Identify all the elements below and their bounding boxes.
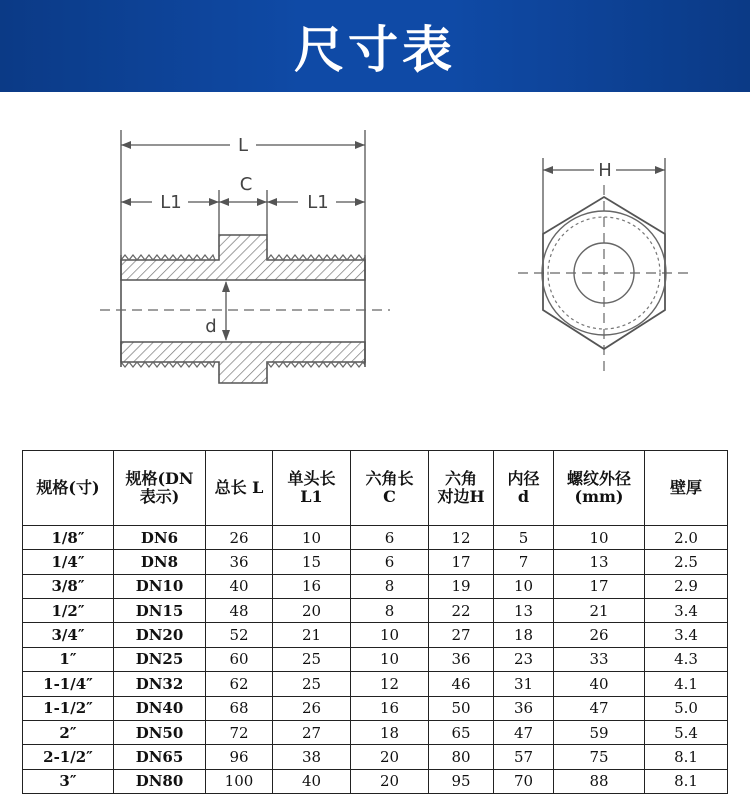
table-cell: 22	[429, 599, 494, 623]
table-cell: 26	[206, 526, 273, 550]
table-cell: 2.9	[645, 574, 728, 598]
label-C: C	[239, 174, 253, 195]
size-table	[22, 450, 728, 794]
table-cell: 10	[494, 574, 554, 598]
table-cell: 6	[351, 526, 429, 550]
table-cell: 25	[273, 672, 351, 696]
label-L1-left: L1	[160, 192, 182, 213]
table-cell: 3.4	[645, 623, 728, 647]
table-cell: 57	[494, 745, 554, 769]
table-cell: 36	[206, 550, 273, 574]
table-cell: DN8	[114, 550, 206, 574]
table-cell: 16	[351, 696, 429, 720]
column-header-text: 表示)	[139, 487, 180, 507]
table-cell: 8.1	[645, 745, 728, 769]
table-cell: 100	[206, 769, 273, 793]
table-cell: 72	[206, 720, 273, 744]
column-header	[494, 451, 554, 526]
column-header	[206, 451, 273, 526]
table-cell: 1″	[23, 647, 114, 671]
table-cell: 20	[351, 745, 429, 769]
table-cell: 50	[429, 696, 494, 720]
table-cell: 20	[273, 599, 351, 623]
table-cell: 60	[206, 647, 273, 671]
column-header-text: C	[383, 487, 396, 507]
table-cell: 21	[554, 599, 645, 623]
table-cell: 62	[206, 672, 273, 696]
hex-end-view	[518, 185, 690, 372]
column-header-text: 规格(DN	[125, 469, 194, 489]
table-cell: 2″	[23, 720, 114, 744]
column-header	[645, 451, 728, 526]
nipple-section-view	[121, 235, 365, 383]
table-row	[23, 526, 728, 550]
table-cell: 3.4	[645, 599, 728, 623]
table-cell: 7	[494, 550, 554, 574]
column-header-text: 螺纹外径	[566, 469, 631, 489]
lower-wall-section	[121, 342, 365, 383]
table-cell: 10	[554, 526, 645, 550]
table-cell: 10	[273, 526, 351, 550]
table-cell: 68	[206, 696, 273, 720]
table-cell: 3/8″	[23, 574, 114, 598]
table-cell: 3/4″	[23, 623, 114, 647]
column-header-text: 对边H	[437, 487, 485, 507]
column-header	[114, 451, 206, 526]
table-cell: DN10	[114, 574, 206, 598]
table-cell: DN65	[114, 745, 206, 769]
label-L1-right: L1	[307, 192, 329, 213]
column-header-text: d	[517, 487, 530, 507]
column-header	[554, 451, 645, 526]
table-header-row	[23, 451, 728, 526]
table-cell: 27	[273, 720, 351, 744]
table-cell: 47	[494, 720, 554, 744]
table-cell: 33	[554, 647, 645, 671]
table-cell: 1-1/2″	[23, 696, 114, 720]
table-cell: 17	[429, 550, 494, 574]
table-cell: 2-1/2″	[23, 745, 114, 769]
table-cell: DN20	[114, 623, 206, 647]
table-cell: 40	[273, 769, 351, 793]
table-cell: 1/8″	[23, 526, 114, 550]
table-cell: 5	[494, 526, 554, 550]
table-row	[23, 720, 728, 744]
table-cell: 3″	[23, 769, 114, 793]
table-cell: 2.5	[645, 550, 728, 574]
table-cell: 15	[273, 550, 351, 574]
table-cell: 12	[351, 672, 429, 696]
table-cell: 40	[554, 672, 645, 696]
table-cell: 23	[494, 647, 554, 671]
label-H: H	[598, 160, 612, 181]
table-cell: 12	[429, 526, 494, 550]
column-header-text: 单头长	[287, 469, 336, 489]
table-cell: 95	[429, 769, 494, 793]
table-cell: 38	[273, 745, 351, 769]
dimension-drawing	[0, 92, 750, 442]
table-cell: 88	[554, 769, 645, 793]
table-cell: 80	[429, 745, 494, 769]
table-row	[23, 696, 728, 720]
table-cell: DN25	[114, 647, 206, 671]
table-cell: 1/2″	[23, 599, 114, 623]
table-cell: 13	[494, 599, 554, 623]
table-cell: 6	[351, 550, 429, 574]
table-row	[23, 623, 728, 647]
table-cell: DN50	[114, 720, 206, 744]
table-cell: DN80	[114, 769, 206, 793]
table-cell: 65	[429, 720, 494, 744]
table-cell: 75	[554, 745, 645, 769]
table-row	[23, 745, 728, 769]
table-cell: 21	[273, 623, 351, 647]
label-L: L	[237, 135, 249, 156]
table-cell: 25	[273, 647, 351, 671]
table-cell: 26	[554, 623, 645, 647]
table-cell: 36	[429, 647, 494, 671]
table-row	[23, 647, 728, 671]
table-cell: 59	[554, 720, 645, 744]
column-header-text: (mm)	[574, 487, 624, 507]
table-cell: 96	[206, 745, 273, 769]
title-banner	[0, 0, 750, 92]
table-cell: 70	[494, 769, 554, 793]
column-header	[351, 451, 429, 526]
column-header-text: 规格(寸)	[36, 478, 100, 498]
column-header-text: 六角长	[365, 469, 414, 489]
table-row	[23, 599, 728, 623]
table-cell: 27	[429, 623, 494, 647]
column-header-text: 壁厚	[669, 478, 702, 498]
table-cell: 20	[351, 769, 429, 793]
column-header	[273, 451, 351, 526]
table-cell: DN6	[114, 526, 206, 550]
table-row	[23, 550, 728, 574]
table-cell: 1/4″	[23, 550, 114, 574]
table-cell: 18	[494, 623, 554, 647]
table-cell: 8	[351, 574, 429, 598]
table-cell: 13	[554, 550, 645, 574]
table-cell: 4.3	[645, 647, 728, 671]
column-header-text: 总长 L	[214, 478, 264, 498]
table-cell: 5.4	[645, 720, 728, 744]
table-cell: 52	[206, 623, 273, 647]
table-row	[23, 769, 728, 793]
table-cell: 4.1	[645, 672, 728, 696]
table-cell: DN15	[114, 599, 206, 623]
table-row	[23, 574, 728, 598]
page-title: 尺寸表	[294, 21, 456, 79]
table-cell: 1-1/4″	[23, 672, 114, 696]
column-header	[429, 451, 494, 526]
table-cell: 36	[494, 696, 554, 720]
table-cell: 18	[351, 720, 429, 744]
table-cell: 46	[429, 672, 494, 696]
table-cell: 19	[429, 574, 494, 598]
column-header	[23, 451, 114, 526]
column-header-text: 内径	[507, 469, 540, 489]
table-cell: DN40	[114, 696, 206, 720]
table-cell: 16	[273, 574, 351, 598]
column-header-text: L1	[300, 487, 323, 507]
label-d: d	[205, 316, 217, 337]
table-cell: 47	[554, 696, 645, 720]
table-cell: 48	[206, 599, 273, 623]
table-cell: 5.0	[645, 696, 728, 720]
table-cell: 8.1	[645, 769, 728, 793]
dimension-d	[222, 281, 230, 341]
table-cell: 2.0	[645, 526, 728, 550]
column-header-text: 六角	[444, 469, 477, 489]
table-cell: 17	[554, 574, 645, 598]
table-row	[23, 672, 728, 696]
table-cell: 10	[351, 623, 429, 647]
table-cell: 26	[273, 696, 351, 720]
table-cell: 40	[206, 574, 273, 598]
table-cell: 31	[494, 672, 554, 696]
table-cell: 10	[351, 647, 429, 671]
table-cell: DN32	[114, 672, 206, 696]
table-cell: 8	[351, 599, 429, 623]
